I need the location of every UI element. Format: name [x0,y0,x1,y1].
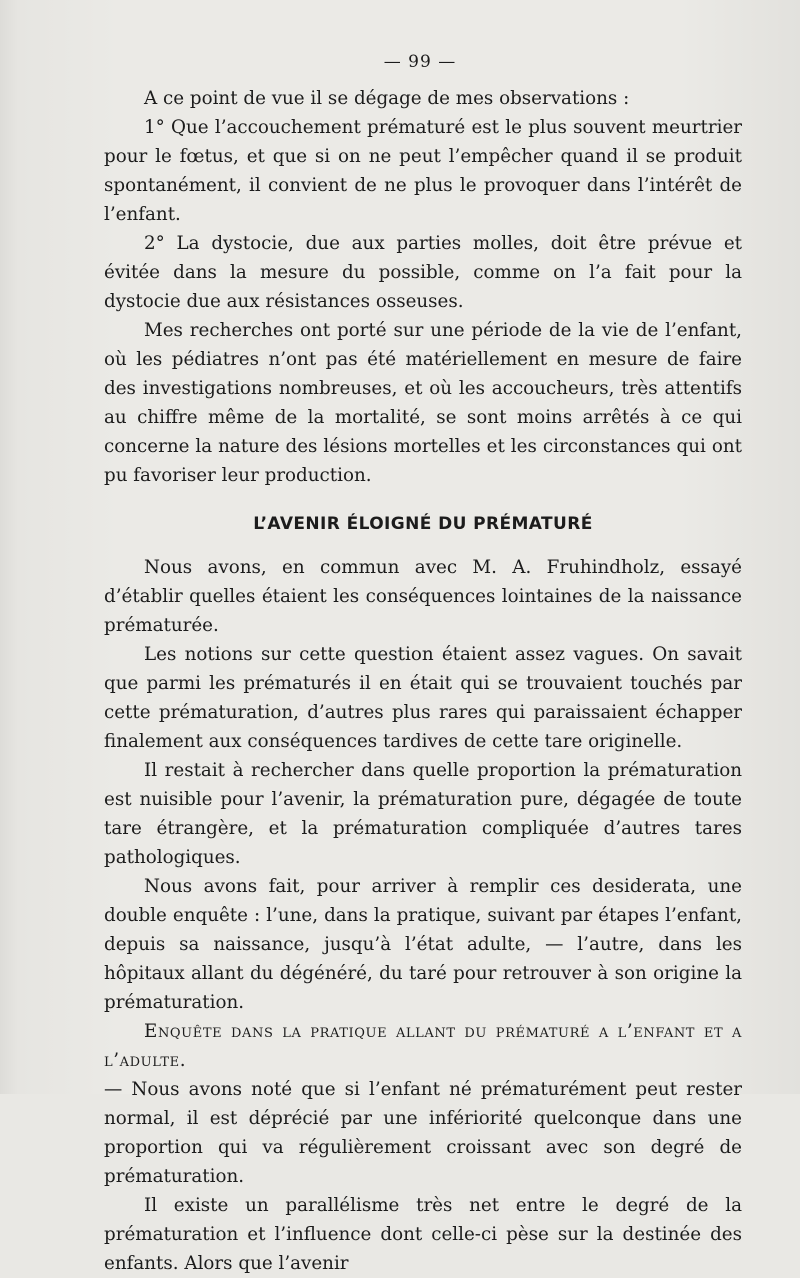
paragraph-point-1: 1° Que l’accouchement prématuré est le plus souvent meurtrier pour le fœtus, et que si on ne peut l’empêcher quand il se produit spontanément, il convient de ne plus le provoquer dans l’intérêt de l’enfant. [104,117,742,225]
body-text [104,84,742,1278]
paragraph-parallelism: Il existe un parallélisme très net entre le degré de la prématuration et l’influence dont celle-ci pèse sur la destinée des enfants. Alors que l’avenir [104,1195,742,1274]
subsection-title-text: Enquête dans la pratique allant du prématuré a l’enfant et a l’adulte. [104,1021,742,1071]
subsection-title [104,1017,742,1075]
paragraph-findings: — Nous avons noté que si l’enfant né prématurément peut rester normal, il est déprécié par une infériorité quelconque dans une proportion qui va régulièrement croissant avec son degré de prématuration. [104,1079,742,1187]
section-heading: L’AVENIR ÉLOIGNÉ DU PRÉMATURÉ [253,514,593,534]
paragraph-intro: A ce point de vue il se dégage de mes observations : [144,88,630,109]
paragraph-research: Mes recherches ont porté sur une période de la vie de l’enfant, où les pédiatres n’ont pas été matériellement en mesure de faire des investigations nombreuses, et où les accoucheurs, très attentifs au chiffre même de la mortalité, se sont moins arrêtés à ce qui concerne la nature des lésions mortelles et les circonstances qui ont pu favoriser leur production. [104,320,742,486]
paragraph-proportion: Il restait à rechercher dans quelle proportion la prématuration est nuisible pour l’avenir, la prématuration pure, dégagée de toute tare étrangère, et la prématuration compliquée d’autres tares pathologiques. [104,760,742,868]
paragraph-enquete: Nous avons fait, pour arriver à remplir ces desiderata, une double enquête : l’une, dans la pratique, suivant par étapes l’enfant, depuis sa naissance, jusqu’à l’état adulte, — l’autre, dans les hôpitaux allant du dégénéré, du taré pour retrouver à son origine la prématuration. [104,876,742,1013]
paragraph-collaboration: Nous avons, en commun avec M. A. Fruhindholz, essayé d’établir quelles étaient les conséquences lointaines de la naissance prématurée. [104,557,742,636]
paragraph-point-2: 2° La dystocie, due aux parties molles, doit être prévue et évitée dans la mesure du possible, comme on l’a fait pour la dystocie due aux résistances osseuses. [104,233,742,312]
page-number: — 99 — [383,52,457,72]
paragraph-notions: Les notions sur cette question étaient assez vagues. On savait que parmi les prématurés il en était qui se trouvaient touchés par cette prématuration, d’autres plus rares qui paraissaient échapper finalement aux conséquences tardives de cette tare originelle. [104,644,742,752]
